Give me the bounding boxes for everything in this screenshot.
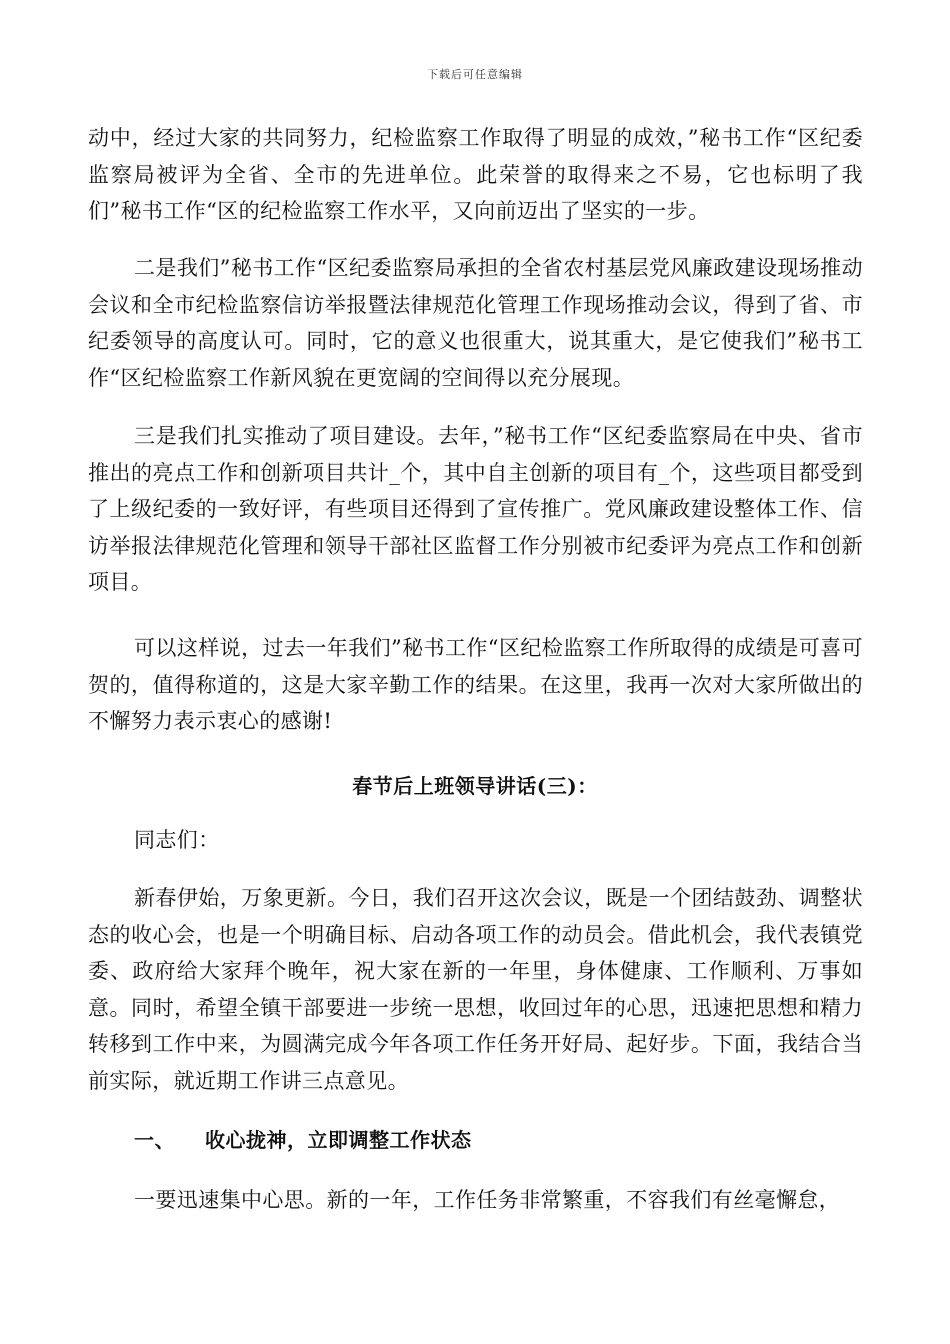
paragraph-text: 可以这样说，过去一年我们”秘书工作“区纪检监察工作所取得的成绩是可喜可贺的，值得称道的，这是大家辛勤工作的结果。在这里，我再一次对大家所做出的不懈努力表示衷心的感谢! (88, 636, 863, 733)
paragraph (88, 418, 863, 601)
paragraph-text: 一要迅速集中心思。新的一年，工作任务非常繁重，不容我们有丝毫懈怠， (134, 1188, 841, 1212)
paragraph-text: 动中，经过大家的共同努力，纪检监察工作取得了明显的成效，”秘书工作“区纪委监察局被评为全省、全市的先进单位。此荣誉的取得来之不易，它也标明了我们”秘书工作“区的纪检监察工作水平，又向前迈出了坚实的一步。 (88, 126, 863, 223)
paragraph (88, 880, 863, 1099)
paragraph (88, 120, 863, 230)
page-header: 下载后可任意编辑 (427, 68, 523, 81)
paragraph (88, 250, 863, 396)
paragraph-text: 新春伊始，万象更新。今日，我们召开这次会议，既是一个团结鼓劲、调整状态的收心会，也是一个明确目标、启动各项工作的动员会。借此机会，我代表镇党委、政府给大家拜个晚年，祝大家在新的一年里，身体健康、工作顺利、万事如意。同时，希望全镇干部要进一步统一思想，收回过年的心思，迅速把思想和精力转移到工作中来，为圆满完成今年各项工作任务开好局、起好步。下面，我结合当前实际，就近期工作讲三点意见。 (88, 886, 863, 1093)
paragraph (88, 630, 863, 740)
salutation: 同志们： (134, 828, 220, 852)
section-title: 收心拢神，立即调整工作状态 (205, 1128, 472, 1152)
speech-title: 春节后上班领导讲话(三)： (352, 774, 598, 798)
paragraph-text: 三是我们扎实推动了项目建设。去年，”秘书工作“区纪委监察局在中央、省市推出的亮点工作和创新项目共计_个，其中自主创新的项目有_个，这些项目都受到了上级纪委的一致好评，有些项目还得到了宣传推广。党风廉政建设整体工作、信访举报法律规范化管理和领导干部社区监督工作分别被市纪委评为亮点工作和创新项目。 (88, 424, 863, 594)
paragraph-text: 二是我们”秘书工作“区纪委监察局承担的全省农村基层党风廉政建设现场推动会议和全市纪检监察信访举报暨法律规范化管理工作现场推动会议，得到了省、市纪委领导的高度认可。同时，它的意义也很重大，说其重大，是它使我们”秘书工作“区纪检监察工作新风貌在更宽阔的空间得以充分展现。 (88, 256, 863, 390)
paragraph (88, 822, 863, 859)
section-heading (134, 1124, 472, 1153)
section-number: 一、 (134, 1128, 175, 1152)
paragraph (134, 1182, 874, 1219)
